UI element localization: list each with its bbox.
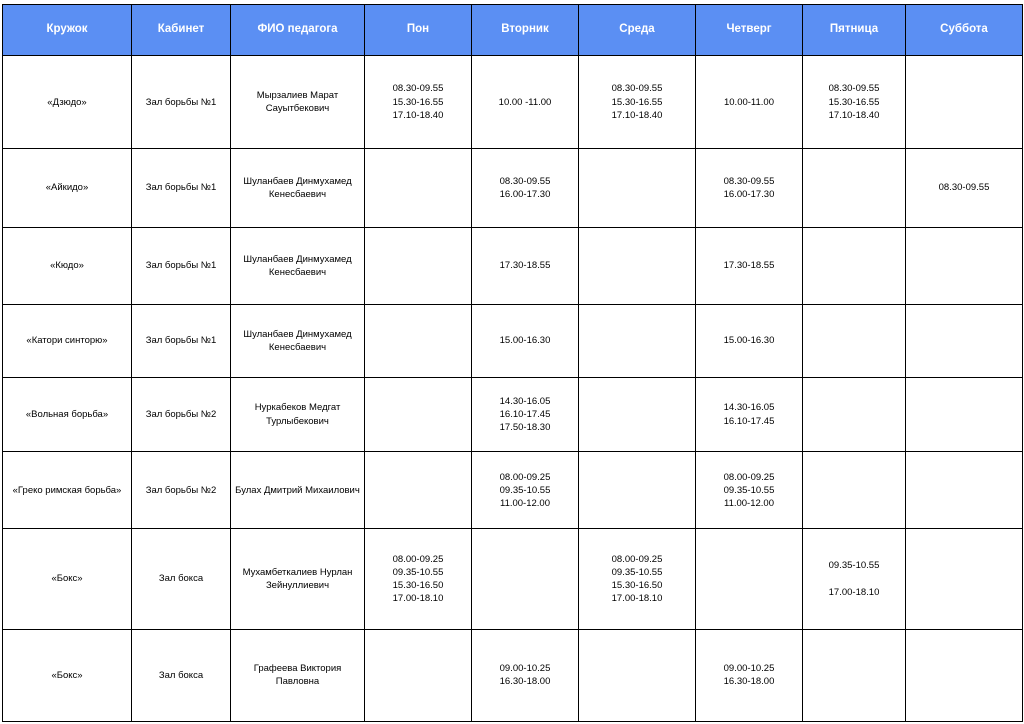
thursday-time-cell [696,529,803,629]
monday-time-cell: 08.30-09.55 15.30-16.55 17.10-18.40 [365,56,472,149]
friday-time-cell [803,304,906,377]
room-cell: Зал борьбы №2 [132,452,231,529]
monday-time-cell [365,377,472,451]
monday-time-cell [365,629,472,721]
header-tuesday: Вторник [472,5,579,56]
header-monday: Пон [365,5,472,56]
monday-time-cell [365,149,472,227]
thursday-time-cell: 08.00-09.25 09.35-10.55 11.00-12.00 [696,452,803,529]
thursday-time-cell: 14.30-16.05 16.10-17.45 [696,377,803,451]
room-cell: Зал бокса [132,529,231,629]
teacher-cell: Шуланбаев Динмухамед Кенесбаевич [231,149,365,227]
club-cell: «Вольная борьба» [3,377,132,451]
thursday-time-cell: 10.00-11.00 [696,56,803,149]
saturday-time-cell [906,629,1023,721]
room-cell: Зал борьбы №1 [132,227,231,304]
club-cell: «Бокс» [3,629,132,721]
friday-time-cell [803,377,906,451]
wednesday-time-cell: 08.30-09.55 15.30-16.55 17.10-18.40 [579,56,696,149]
header-thursday: Четверг [696,5,803,56]
thursday-time-cell: 08.30-09.55 16.00-17.30 [696,149,803,227]
table-row [3,377,1023,451]
friday-time-cell [803,149,906,227]
saturday-time-cell [906,227,1023,304]
saturday-time-cell [906,56,1023,149]
tuesday-time-cell: 14.30-16.05 16.10-17.45 17.50-18.30 [472,377,579,451]
teacher-cell: Нуркабеков Медгат Турлыбекович [231,377,365,451]
wednesday-time-cell [579,304,696,377]
club-cell: «Дзюдо» [3,56,132,149]
tuesday-time-cell: 09.00-10.25 16.30-18.00 [472,629,579,721]
table-row [3,529,1023,629]
club-cell: «Греко римская борьба» [3,452,132,529]
tuesday-time-cell: 10.00 -11.00 [472,56,579,149]
friday-time-cell [803,227,906,304]
header-wednesday: Среда [579,5,696,56]
table-row [3,452,1023,529]
club-cell: «Айкидо» [3,149,132,227]
header-friday: Пятница [803,5,906,56]
room-cell: Зал борьбы №1 [132,56,231,149]
teacher-cell: Шуланбаев Динмухамед Кенесбаевич [231,304,365,377]
wednesday-time-cell [579,629,696,721]
table-row [3,304,1023,377]
friday-time-cell: 09.35-10.55 17.00-18.10 [803,529,906,629]
monday-time-cell [365,304,472,377]
monday-time-cell [365,227,472,304]
teacher-cell: Мырзалиев Марат Сауытбекович [231,56,365,149]
room-cell: Зал борьбы №1 [132,149,231,227]
tuesday-time-cell: 08.30-09.55 16.00-17.30 [472,149,579,227]
room-cell: Зал борьбы №2 [132,377,231,451]
monday-time-cell: 08.00-09.25 09.35-10.55 15.30-16.50 17.00-18.10 [365,529,472,629]
wednesday-time-cell: 08.00-09.25 09.35-10.55 15.30-16.50 17.00-18.10 [579,529,696,629]
table-row [3,149,1023,227]
thursday-time-cell: 17.30-18.55 [696,227,803,304]
thursday-time-cell: 09.00-10.25 16.30-18.00 [696,629,803,721]
saturday-time-cell [906,304,1023,377]
teacher-cell: Булах Дмитрий Михаилович [231,452,365,529]
teacher-cell: Шуланбаев Динмухамед Кенесбаевич [231,227,365,304]
tuesday-time-cell: 17.30-18.55 [472,227,579,304]
table-row [3,56,1023,149]
club-cell: «Кюдо» [3,227,132,304]
tuesday-time-cell: 08.00-09.25 09.35-10.55 11.00-12.00 [472,452,579,529]
schedule-table [2,4,1023,722]
room-cell: Зал бокса [132,629,231,721]
friday-time-cell [803,452,906,529]
saturday-time-cell [906,452,1023,529]
teacher-cell: Графеева Виктория Павловна [231,629,365,721]
header-room: Кабинет [132,5,231,56]
header-club: Кружок [3,5,132,56]
room-cell: Зал борьбы №1 [132,304,231,377]
club-cell: «Катори синторю» [3,304,132,377]
wednesday-time-cell [579,149,696,227]
saturday-time-cell: 08.30-09.55 [906,149,1023,227]
table-row [3,629,1023,721]
thursday-time-cell: 15.00-16.30 [696,304,803,377]
club-cell: «Бокс» [3,529,132,629]
friday-time-cell [803,629,906,721]
saturday-time-cell [906,529,1023,629]
tuesday-time-cell: 15.00-16.30 [472,304,579,377]
table-row [3,227,1023,304]
monday-time-cell [365,452,472,529]
friday-time-cell: 08.30-09.55 15.30-16.55 17.10-18.40 [803,56,906,149]
wednesday-time-cell [579,377,696,451]
saturday-time-cell [906,377,1023,451]
teacher-cell: Мухамбеткалиев Нурлан Зейнуллиевич [231,529,365,629]
wednesday-time-cell [579,227,696,304]
header-teacher: ФИО педагога [231,5,365,56]
wednesday-time-cell [579,452,696,529]
tuesday-time-cell [472,529,579,629]
header-row [3,5,1023,56]
header-saturday: Суббота [906,5,1023,56]
